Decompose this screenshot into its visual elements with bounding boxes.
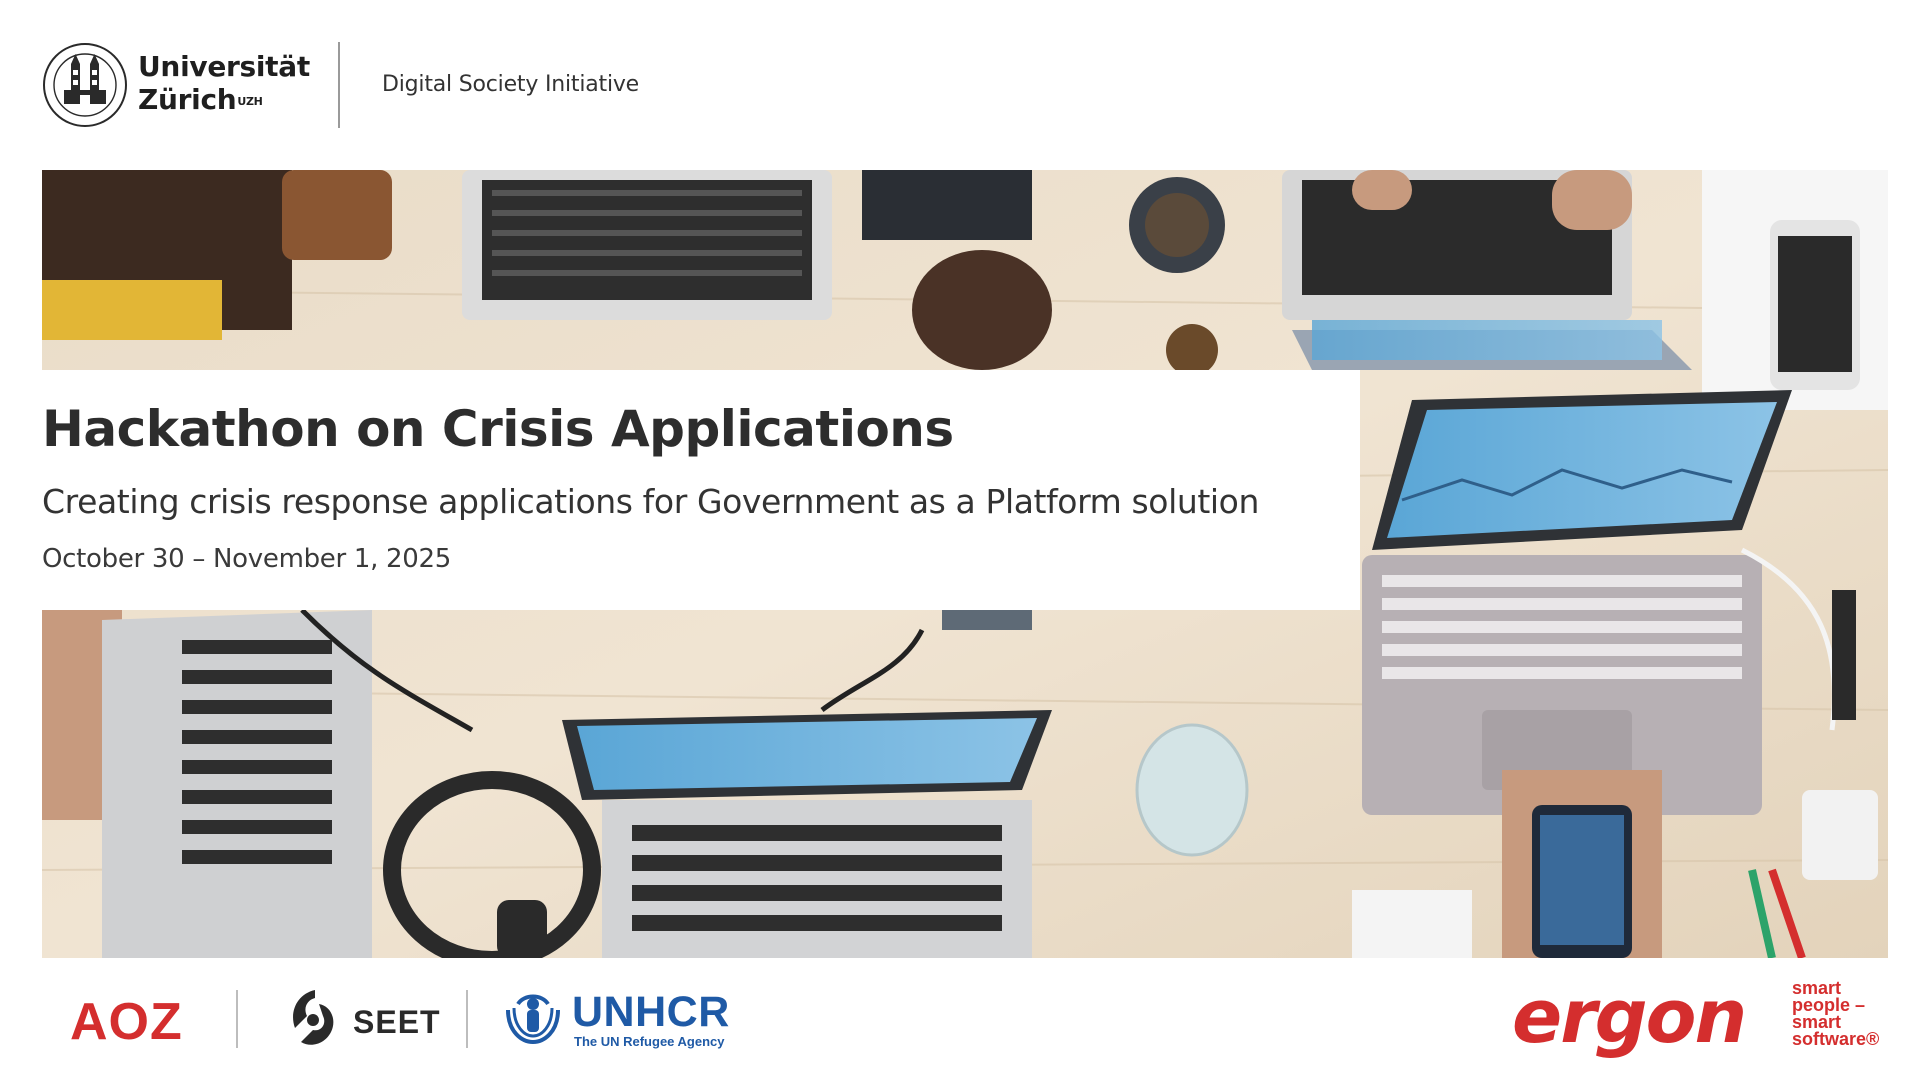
ergon-tagline-line: people – <box>1792 995 1866 1015</box>
partner-divider <box>466 990 468 1048</box>
ergon-tagline-line: software® <box>1792 1029 1880 1049</box>
university-line1: Universität <box>138 50 310 83</box>
unhcr-tagline: The UN Refugee Agency <box>574 1034 725 1049</box>
initiative-name: Digital Society Initiative <box>382 72 640 97</box>
seet-logo <box>285 986 441 1056</box>
uzh-seal-logo <box>42 42 128 128</box>
unhcr-emblem-icon <box>502 990 564 1044</box>
seet-wordmark: SEET <box>353 1004 441 1040</box>
partner-divider <box>236 990 238 1048</box>
seet-mark-icon <box>285 986 345 1054</box>
event-dates: October 30 – November 1, 2025 <box>42 544 451 574</box>
ergon-tagline-line: smart <box>1792 978 1842 998</box>
event-title: Hackathon on Crisis Applications <box>42 400 954 458</box>
event-title-panel <box>42 370 1360 610</box>
header-divider <box>338 42 340 128</box>
ergon-tagline-line: smart <box>1792 1012 1842 1032</box>
university-name <box>138 50 310 116</box>
event-subtitle: Creating crisis response applications for Government as a Platform solution <box>42 482 1259 521</box>
university-line2: Zürich <box>138 83 237 116</box>
unhcr-logo <box>502 990 742 1060</box>
university-suffix: UZH <box>237 95 263 108</box>
ergon-tagline <box>1792 980 1879 1048</box>
aoz-logo: AOZ <box>70 993 183 1051</box>
header <box>42 40 742 130</box>
partner-logos <box>0 960 1920 1080</box>
unhcr-wordmark: UNHCR <box>572 988 730 1036</box>
ergon-logo: ergon <box>1512 974 1746 1060</box>
